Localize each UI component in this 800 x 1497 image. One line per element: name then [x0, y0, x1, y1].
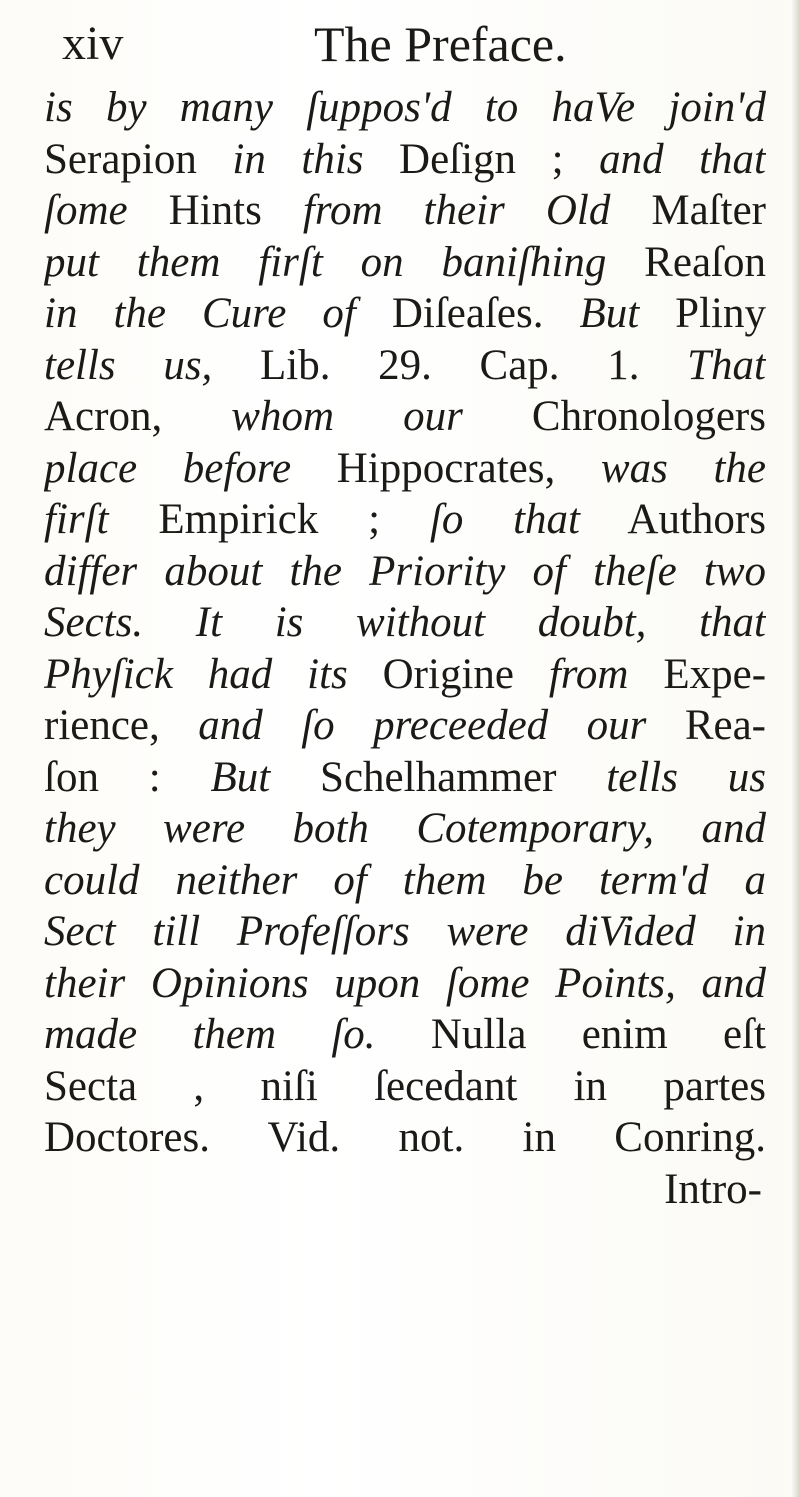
- text-line: [44, 1112, 766, 1164]
- roman-text-segment: Authors: [580, 496, 766, 543]
- running-head: The Preface.: [314, 16, 567, 72]
- roman-text-segment: Doctores. Vid. not. in Conring.: [44, 1114, 766, 1161]
- text-line: [44, 237, 766, 289]
- italic-text-segment: ſo that: [429, 496, 581, 543]
- text-line: [44, 340, 766, 392]
- italic-text-segment: put them firſt on baniſhing: [44, 238, 607, 286]
- italic-text-segment: Sect till Profeſſors were diVided in: [44, 908, 766, 955]
- italic-text-segment: was the: [600, 444, 766, 492]
- text-line: [44, 1164, 766, 1216]
- page-number: xiv: [62, 17, 124, 70]
- roman-text-segment: Expe-: [628, 650, 766, 698]
- italic-text-segment: whom our: [231, 393, 463, 440]
- body-text: [44, 82, 766, 1215]
- roman-text-segment: Lib. 29. Cap. 1.: [212, 341, 688, 389]
- italic-text-segment: from their Old: [302, 187, 611, 234]
- roman-text-segment: rience,: [44, 702, 199, 749]
- italic-text-segment: is by many ſuppos'd to haVe join'd: [44, 84, 766, 131]
- italic-text-segment: they were both Cotemporary, and: [44, 805, 766, 852]
- text-line: [44, 288, 766, 340]
- roman-text-segment: Chronologers: [462, 393, 766, 440]
- page-edge-shadow: [790, 0, 800, 1497]
- italic-text-segment: could neither of them be term'd a: [44, 856, 766, 904]
- text-line: [44, 649, 766, 701]
- italic-text-segment: place before: [44, 444, 292, 492]
- italic-text-segment: tells us,: [44, 341, 213, 389]
- text-line: [44, 134, 766, 186]
- roman-text-segment: Schelhammer: [270, 753, 607, 801]
- italic-text-segment: That: [687, 341, 766, 389]
- roman-text-segment: Deſign ;: [363, 135, 600, 183]
- text-line: [44, 803, 766, 855]
- roman-text-segment: Diſeaſes.: [355, 290, 580, 337]
- text-line: [44, 391, 766, 443]
- text-line: [44, 185, 766, 237]
- text-line: [44, 906, 766, 958]
- text-line: [44, 494, 766, 546]
- roman-text-segment: Serapion: [44, 135, 233, 183]
- italic-text-segment: their Opinions upon ſome Points, and: [44, 959, 766, 1007]
- roman-text-segment: ſon :: [44, 753, 211, 801]
- italic-text-segment: made them ſo.: [44, 1011, 376, 1058]
- italic-text-segment: But: [210, 753, 271, 801]
- text-line: [44, 443, 766, 495]
- text-line: [44, 82, 766, 134]
- italic-text-segment: firſt: [44, 496, 109, 543]
- roman-text-segment: Pliny: [639, 290, 766, 337]
- roman-text-segment: Acron,: [44, 393, 232, 440]
- roman-text-segment: Secta , niſi ſecedant in partes: [44, 1062, 766, 1110]
- text-line: [44, 700, 766, 752]
- italic-text-segment: differ about the Priority of theſe two: [44, 547, 766, 595]
- roman-text-segment: Intro-: [664, 1165, 762, 1213]
- text-line: [44, 752, 766, 804]
- text-line: [44, 597, 766, 649]
- italic-text-segment: tells us: [606, 753, 766, 801]
- italic-text-segment: Sects. It is without doubt, that: [44, 599, 766, 646]
- roman-text-segment: Origine: [347, 650, 549, 698]
- text-line: [44, 1009, 766, 1061]
- italic-text-segment: in the Cure of: [44, 290, 356, 337]
- italic-text-segment: But: [579, 290, 640, 337]
- roman-text-segment: Rea-: [646, 702, 766, 749]
- italic-text-segment: and ſo preceeded our: [198, 702, 647, 749]
- italic-text-segment: from: [548, 650, 629, 698]
- roman-text-segment: Empirick ;: [108, 496, 430, 543]
- italic-text-segment: ſome: [44, 187, 128, 234]
- italic-text-segment: Phyſick had its: [44, 650, 348, 698]
- text-line: [44, 546, 766, 598]
- roman-text-segment: Hippocrates,: [291, 444, 601, 492]
- roman-text-segment: Maſter: [610, 187, 766, 234]
- roman-text-segment: Nulla enim eſt: [375, 1011, 766, 1058]
- roman-text-segment: Hints: [127, 187, 303, 234]
- italic-text-segment: and that: [599, 135, 766, 183]
- page-header: [62, 14, 762, 74]
- italic-text-segment: in this: [232, 135, 364, 183]
- text-line: [44, 1061, 766, 1113]
- text-line: [44, 855, 766, 907]
- text-line: [44, 958, 766, 1010]
- roman-text-segment: Reaſon: [606, 238, 766, 286]
